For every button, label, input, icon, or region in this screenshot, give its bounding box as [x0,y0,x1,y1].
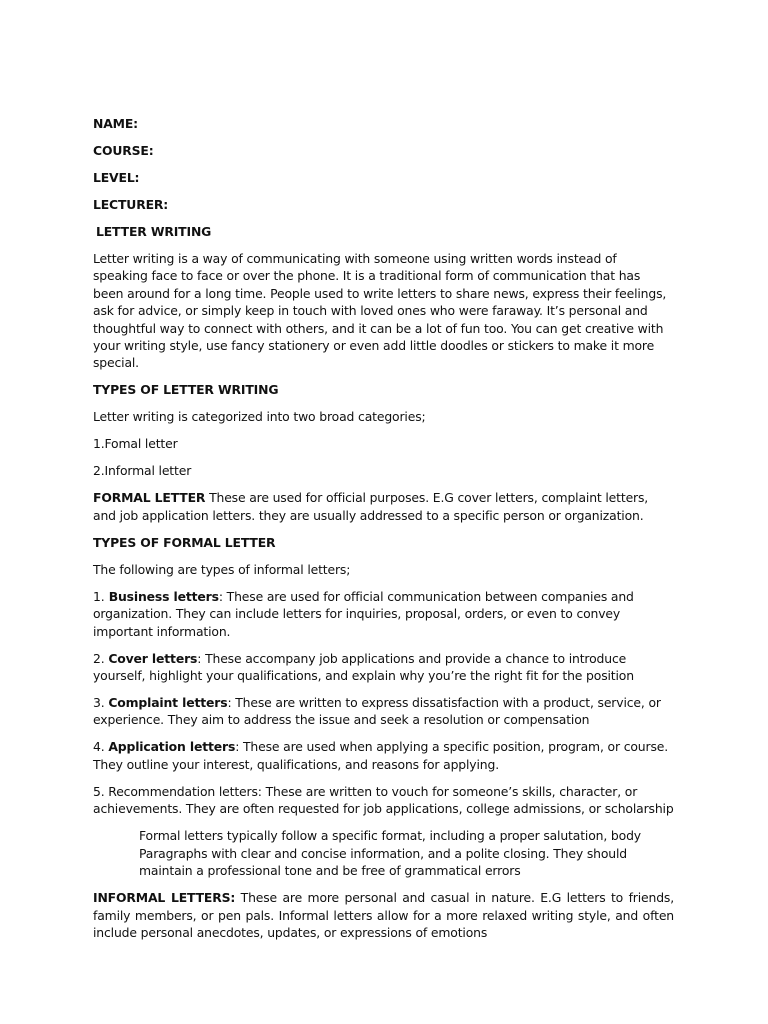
intro-paragraph: Letter writing is a way of communicating with someone using written words instead of speaking face to face or over the phone. It is a traditional form of communication that has been around for a long time. People used to write letters to share news, express their feelings, ask for advice, or simply keep in touch with loved ones who were faraway. It’s personal and thoughtful way to connect with others, and it can be a lot of fun too. You can get creative with your writing style, use fancy stationery or even add little doodles or stickers to make it more special. [93,251,667,371]
list-item-number: 4. [93,739,109,755]
list-item-term: Cover letters [108,650,198,666]
formal-types-heading: TYPES OF FORMAL LETTER [93,534,276,550]
list-item-text: : These accompany job applications and provide a chance to introduce yourself, highlight your qualifications, and explain why you’re the right fit for the position [93,650,634,684]
document-page [93,115,674,951]
formal-format-note: Formal letters typically follow a specific format, including a proper salutation, body Paragraphs with clear and concise information, and a polite closing. They should maintain a professional tone and be free of grammatical errors [139,828,641,879]
list-item-text: : These are used when applying a specific position, program, or course. They outline your interest, qualifications, and reasons for applying. [93,739,669,772]
list-item-number: 1. [93,588,105,604]
formal-letter-text: These are used for official purposes. E.G cover letters, complaint letters, and job application letters. they are usually addressed to a specific person or organization. [93,490,649,523]
list-item-business [93,588,674,640]
list-item-cover [93,650,674,685]
document-title: LETTER WRITING [96,224,212,239]
types-intro: Letter writing is categorized into two broad categories; [93,409,426,425]
list-item-term: Complaint letters [108,695,228,711]
formal-letter-paragraph [93,489,674,524]
list-item-term: Application letters [108,739,236,755]
list-item-number: 3. [93,695,109,711]
list-item-text: : These are used for official communication between companies and organization. They can include letters for inquiries, proposal, orders, or even to convey important information. [93,588,634,639]
types-heading: TYPES OF LETTER WRITING [93,382,279,398]
list-item-application [93,738,674,773]
list-item-text: : These are written to express dissatisfaction with a product, service, or experience. They aim to address the issue and seek a resolution or compensation [93,695,661,728]
list-item-term: Business letters [104,588,219,604]
list-item-number: 2. [93,650,109,666]
informal-letter-term: INFORMAL LETTERS: [93,890,236,906]
level-label: LEVEL: [93,170,140,185]
formal-letter-term: FORMAL LETTER [93,490,206,506]
list-item-complaint [93,694,674,729]
category-item-formal: 1.Fomal letter [93,436,178,452]
informal-letter-text: These are more personal and casual in nature. E.G letters to friends, family members, or pen pals. Informal letters allow for a more relaxed writing style, and often include personal anecdotes, updates, or expressions of emotions [93,890,675,940]
category-item-informal: 2.Informal letter [93,463,192,479]
list-item-recommendation: 5. Recommendation letters: These are written to vouch for someone’s skills, character, or achievements. They are often requested for job applications, college admissions, or scholarship [93,783,674,817]
formal-types-intro: The following are types of informal letters; [93,561,351,577]
informal-letter-paragraph [93,889,674,941]
course-label: COURSE: [93,143,154,158]
name-label: NAME: [93,116,138,131]
lecturer-label: LECTURER: [93,197,169,212]
